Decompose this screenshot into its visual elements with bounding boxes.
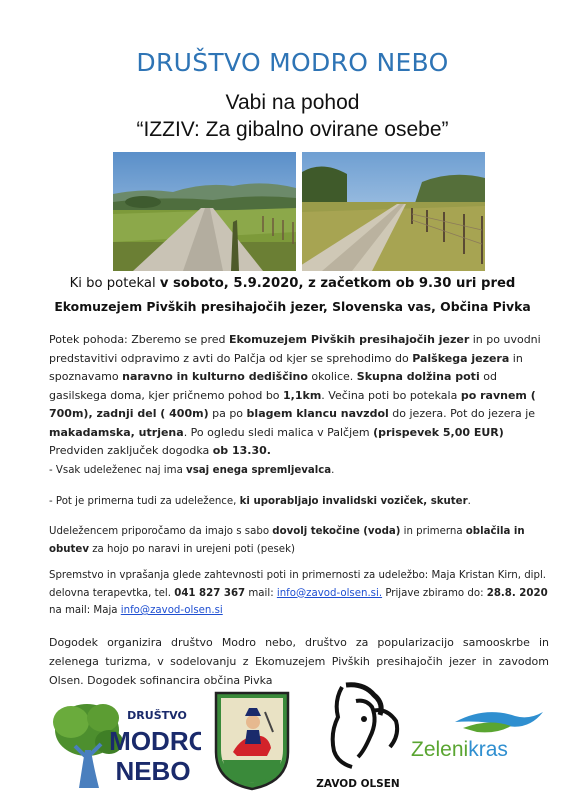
event-location: Ekomuzejem Pivških presihajočih jezer, Slovenska vas, Občina Pivka	[54, 299, 531, 314]
wave-icon	[407, 708, 547, 764]
tree-icon	[49, 692, 201, 792]
event-name: “IZZIV: Za gibalno ovirane osebe”	[136, 118, 449, 141]
modro-nebo-logo	[49, 692, 201, 792]
pivka-crest-logo	[213, 690, 291, 792]
svg-text:DRUŠTVO: DRUŠTVO	[127, 709, 187, 722]
photo-gravel-road-left	[113, 152, 296, 271]
when-date-time: v soboto, 5.9.2020, z začetkom ob 9.30 uri pred	[159, 276, 516, 291]
route-description: Potek pohoda: Zberemo se pred Ekomuzejem Pivških presihajočih jezer in po uvodni predstavitivi odpravimo z avti do Palčja od kjer se sprehodimo do Palškega jezera in spoznavamo naravno in kulturno dediščino okolice. Skupna dolžina poti od gasilskega doma, kjer pričnemo pohod bo 1,1km. Večina poti bo potekala po ravnem ( 700m), zadnji del ( 400m) pa po blagem klancu navzdol do jezera. Pot do jezera je makadamska, utrjena. Po ogledu sledi malica v Palčjem (prispevek 5,00 EUR) Predviden zaključek dogodka ob 13.30.	[49, 333, 541, 457]
note-companion: - Vsak udeleženec naj ima vsaj enega spremljevalca.	[49, 465, 335, 476]
note-suitable: - Pot je primerna tudi za udeležence, ki uporabljajo invalidski voziček, skuter.	[49, 496, 471, 507]
event-date-time	[0, 276, 585, 291]
zavod-olsen-logo	[312, 681, 404, 793]
svg-text:MODRO: MODRO	[109, 726, 201, 756]
registration-deadline: 28.8. 2020	[486, 587, 548, 599]
org-title: DRUŠTVO MODRO NEBO	[136, 48, 449, 77]
crest-icon	[213, 690, 291, 792]
photo-gravel-road-right	[302, 152, 485, 271]
organizer-text: Dogodek organizira društvo Modro nebo, društvo za popularizacijo samooskrbe in zelenega turizma, v sodelovanju z Ekomuzejem Pivških presihajočih jezer in zavodom Olsen. Dogodek sofinancira občina Pivka	[49, 636, 549, 687]
svg-text:ZAVOD OLSEN: ZAVOD OLSEN	[316, 778, 400, 790]
svg-text:Zelenikras: Zelenikras	[411, 738, 508, 761]
svg-text:NEBO: NEBO	[115, 756, 191, 786]
contact-phone: 041 827 367	[174, 587, 246, 599]
zeleni-kras-logo	[407, 708, 547, 764]
contact-info: Spremstvo in vprašanja glede zahtevnosti poti in primernosti za udeležbo: Maja Kristan Kirn, dipl. delovna terapevtka, tel. 041 827 367 mail: info@zavod-olsen.si. Prijave zbiramo do: 28.8. 2020 na mail: Maja info@zavod-olsen.si	[49, 570, 548, 616]
note-recommendation: Udeležencem priporočamo da imajo s sabo dovolj tekočine (voda) in primerna oblačila in obutev za hojo po naravi in urejeni poti (pesek)	[49, 526, 525, 555]
invite-line: Vabi na pohod	[225, 91, 360, 114]
email-link-2[interactable]: info@zavod-olsen.si	[120, 605, 223, 616]
when-prefix: Ki bo potekal	[69, 276, 160, 291]
email-link-1[interactable]: info@zavod-olsen.si.	[276, 587, 383, 599]
horse-head-icon	[312, 681, 404, 793]
